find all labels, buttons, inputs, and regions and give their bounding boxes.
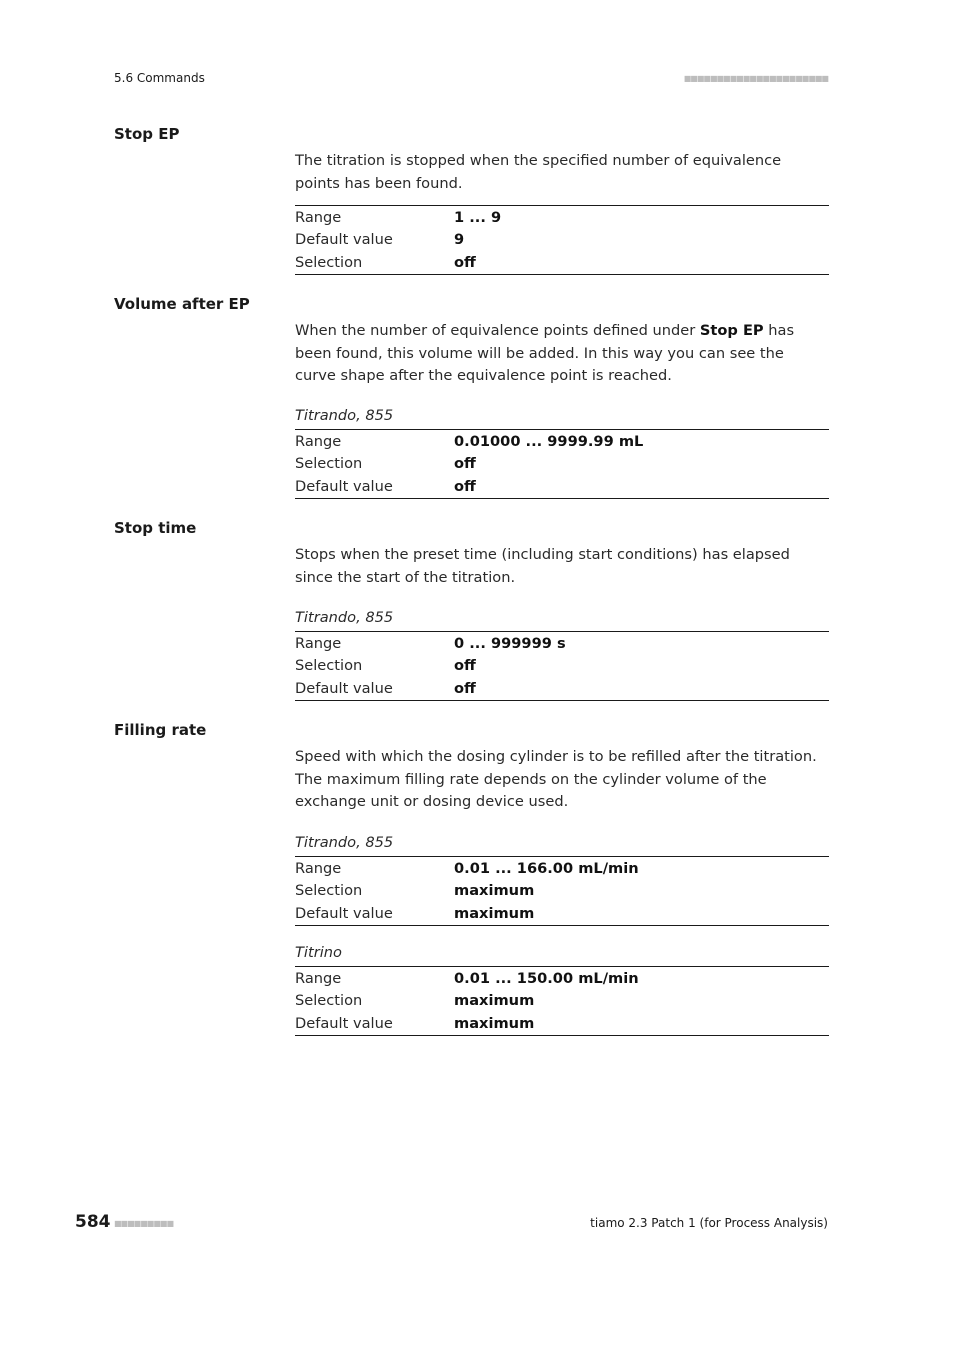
table-row xyxy=(295,902,829,925)
stop-time-heading: Stop time xyxy=(114,519,197,537)
param-value: 0.01 ... 150.00 mL/min xyxy=(454,969,639,987)
param-value: off xyxy=(454,657,476,675)
param-value: 0 ... 999999 s xyxy=(454,634,566,652)
param-value: off xyxy=(454,477,476,495)
page-number: 584 xyxy=(75,1212,111,1232)
stop-ep-description: The titration is stopped when the specified number of equivalence points has been found. xyxy=(295,152,782,192)
table-row xyxy=(295,880,829,903)
param-value: 0.01000 ... 9999.99 mL xyxy=(454,432,644,450)
param-value: maximum xyxy=(454,904,535,922)
param-label: Default value xyxy=(295,904,393,922)
running-header-section: 5.6 Commands xyxy=(114,71,205,85)
param-value: 9 xyxy=(454,231,465,249)
filling-rate-titrando-table xyxy=(295,856,829,926)
table-row xyxy=(295,229,829,252)
volume-after-ep-parameter-table xyxy=(295,429,829,499)
table-row xyxy=(295,430,829,453)
stop-time-description: Stops when the preset time (including start conditions) has elapsed since the start of the titration. xyxy=(295,546,790,586)
table-row xyxy=(295,857,829,880)
description-text: When the number of equivalence points defined under xyxy=(295,322,700,339)
param-label: Selection xyxy=(295,882,363,900)
table-row xyxy=(295,453,829,476)
table-row xyxy=(295,655,829,678)
filling-rate-description: Speed with which the dosing cylinder is to be refilled after the titration. The maximum filling rate depends on the cylinder volume of the exchange unit or dosing device used. xyxy=(295,748,817,810)
table-row xyxy=(295,251,829,274)
header-decoration: ■■■■■■■■■■■■■■■■■■■■■■ xyxy=(683,74,828,83)
stop-ep-parameter-table xyxy=(295,205,829,275)
table-row xyxy=(295,475,829,498)
volume-after-ep-description xyxy=(295,320,829,388)
description-text: has been found, this volume will be added. In this way you can see the curve shape after the equivalence point is reached. xyxy=(295,322,795,384)
table-row xyxy=(295,206,829,229)
filling-rate-caption-titrando: Titrando, 855 xyxy=(295,834,394,851)
param-label: Range xyxy=(295,208,342,226)
table-row xyxy=(295,967,829,990)
table-row xyxy=(295,632,829,655)
stop-time-caption: Titrando, 855 xyxy=(295,609,394,626)
param-label: Selection xyxy=(295,455,363,473)
footer-decoration: ■■■■■■■■■ xyxy=(114,1219,174,1228)
param-value: off xyxy=(454,455,476,473)
param-value: maximum xyxy=(454,992,535,1010)
param-label: Range xyxy=(295,969,342,987)
param-label: Range xyxy=(295,634,342,652)
filling-rate-titrino-table xyxy=(295,966,829,1036)
filling-rate-caption-titrino: Titrino xyxy=(295,944,342,961)
table-row xyxy=(295,1012,829,1035)
param-value: off xyxy=(454,253,476,271)
table-row xyxy=(295,677,829,700)
stop-ep-heading: Stop EP xyxy=(114,125,180,143)
param-value: maximum xyxy=(454,882,535,900)
footer-product-name: tiamo 2.3 Patch 1 (for Process Analysis) xyxy=(590,1216,828,1230)
param-value: 1 ... 9 xyxy=(454,208,502,226)
param-label: Selection xyxy=(295,657,363,675)
param-value: off xyxy=(454,679,476,697)
param-label: Range xyxy=(295,859,342,877)
param-label: Default value xyxy=(295,1014,393,1032)
param-label: Selection xyxy=(295,992,363,1010)
volume-after-ep-caption: Titrando, 855 xyxy=(295,407,394,424)
param-label: Range xyxy=(295,432,342,450)
param-label: Default value xyxy=(295,231,393,249)
filling-rate-heading: Filling rate xyxy=(114,721,207,739)
description-emphasis: Stop EP xyxy=(699,322,764,339)
param-value: 0.01 ... 166.00 mL/min xyxy=(454,859,639,877)
param-value: maximum xyxy=(454,1014,535,1032)
param-label: Selection xyxy=(295,253,363,271)
volume-after-ep-heading: Volume after EP xyxy=(114,295,250,313)
param-label: Default value xyxy=(295,679,393,697)
table-row xyxy=(295,990,829,1013)
param-label: Default value xyxy=(295,477,393,495)
stop-time-parameter-table xyxy=(295,631,829,701)
